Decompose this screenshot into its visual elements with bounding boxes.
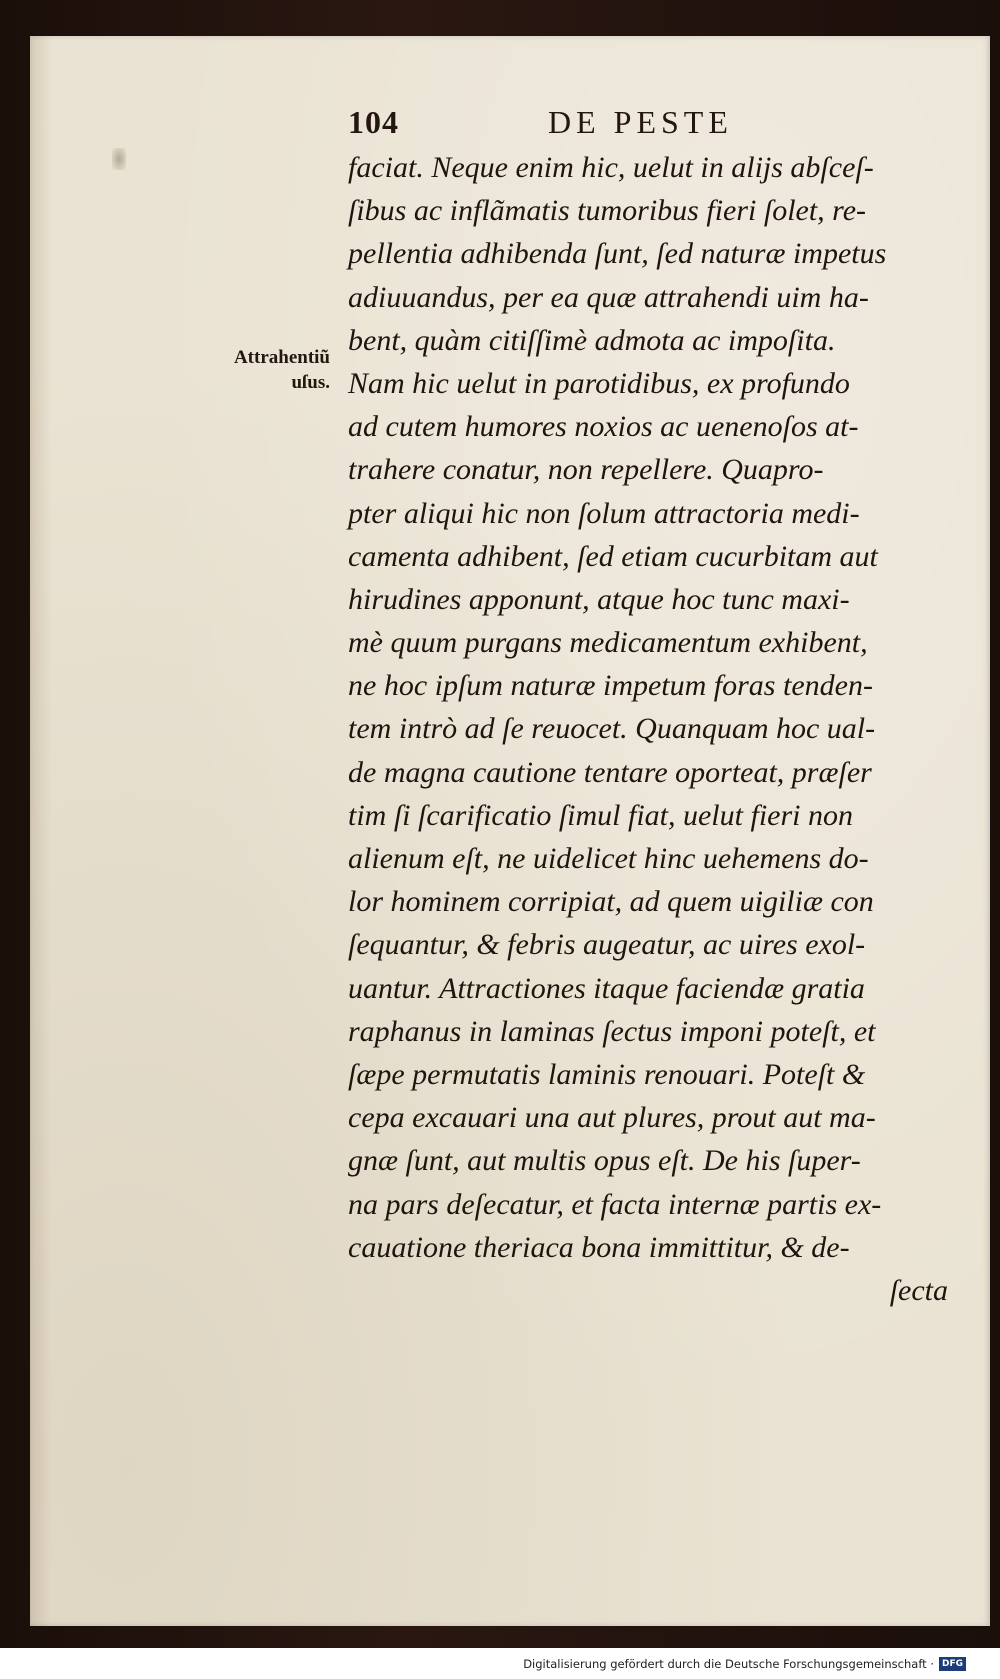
text-line: cauatione theriaca bona immittitur, & de- (348, 1230, 850, 1264)
catchword: ſecta (889, 1273, 948, 1307)
text-line: pter aliqui hic non ſolum attractoria medi- (348, 496, 860, 530)
credit-text: Digitalisierung gefördert durch die Deutsche Forschungsgemeinschaft · (523, 1657, 934, 1671)
text-line: pellentia adhibenda ſunt, ſed naturæ impetus (348, 237, 887, 271)
text-line: trahere conatur, non repellere. Quapro- (348, 453, 824, 487)
margin-note (190, 345, 330, 395)
text-line: adiuuandus, per ea quæ attrahendi uim ha- (348, 280, 869, 314)
margin-note-line: Attrahentiũ (233, 347, 330, 368)
body-text (348, 146, 958, 1312)
text-line: mè quum purgans medicamentum exhibent, (348, 626, 868, 660)
page-number: 104 (348, 104, 399, 140)
text-line: alienum eſt, ne uidelicet hinc uehemens do- (348, 842, 869, 875)
text-line: de magna cautione tentare oporteat, præſer (348, 755, 872, 789)
text-line: raphanus in laminas ſectus imponi poteſt, et (348, 1014, 876, 1048)
text-line: uantur. Attractiones itaque faciendæ gratia (348, 971, 865, 1005)
text-line: gnæ ſunt, aut multis opus eſt. De his ſuper- (348, 1144, 861, 1178)
running-head: DE PESTE (548, 104, 733, 140)
text-line: hirudines apponunt, atque hoc tunc maxi- (348, 582, 850, 616)
text-line: ſibus ac inflãmatis tumoribus fieri ſolet, re- (348, 194, 867, 228)
text-line: lor hominem corripiat, ad quem uigiliæ con (348, 885, 874, 919)
dfg-logo: DFG (939, 1657, 966, 1671)
text-line: Nam hic uelut in parotidibus, ex profundo (348, 366, 850, 400)
text-line: ſæpe permutatis laminis renouari. Poteſt & (348, 1057, 866, 1091)
margin-note-line: uſus. (291, 372, 330, 393)
text-line: tim ſi ſcarificatio ſimul fiat, uelut fieri non (348, 798, 853, 832)
text-line: bent, quàm citiſſimè admota ac impoſita. (348, 323, 836, 357)
text-line: na pars deſecatur, et facta internæ partis ex- (348, 1187, 882, 1221)
text-line: ſequantur, & febris augeatur, ac uires exol- (348, 928, 866, 962)
ink-smudge (112, 148, 126, 170)
text-line: ne hoc ipſum naturæ impetum foras tenden- (348, 669, 873, 703)
text-line: camenta adhibent, ſed etiam cucurbitam aut (348, 539, 878, 573)
text-line: faciat. Neque enim hic, uelut in alijs abſceſ- (348, 151, 874, 184)
text-line: tem intrò ad ſe reuocet. Quanquam hoc ual- (348, 712, 876, 746)
digitization-credit (523, 1657, 966, 1671)
text-line: cepa excauari una aut plures, prout aut ma- (348, 1101, 876, 1135)
text-line: ad cutem humores noxios ac uenenoſos at- (348, 410, 859, 444)
page-header (348, 104, 788, 148)
